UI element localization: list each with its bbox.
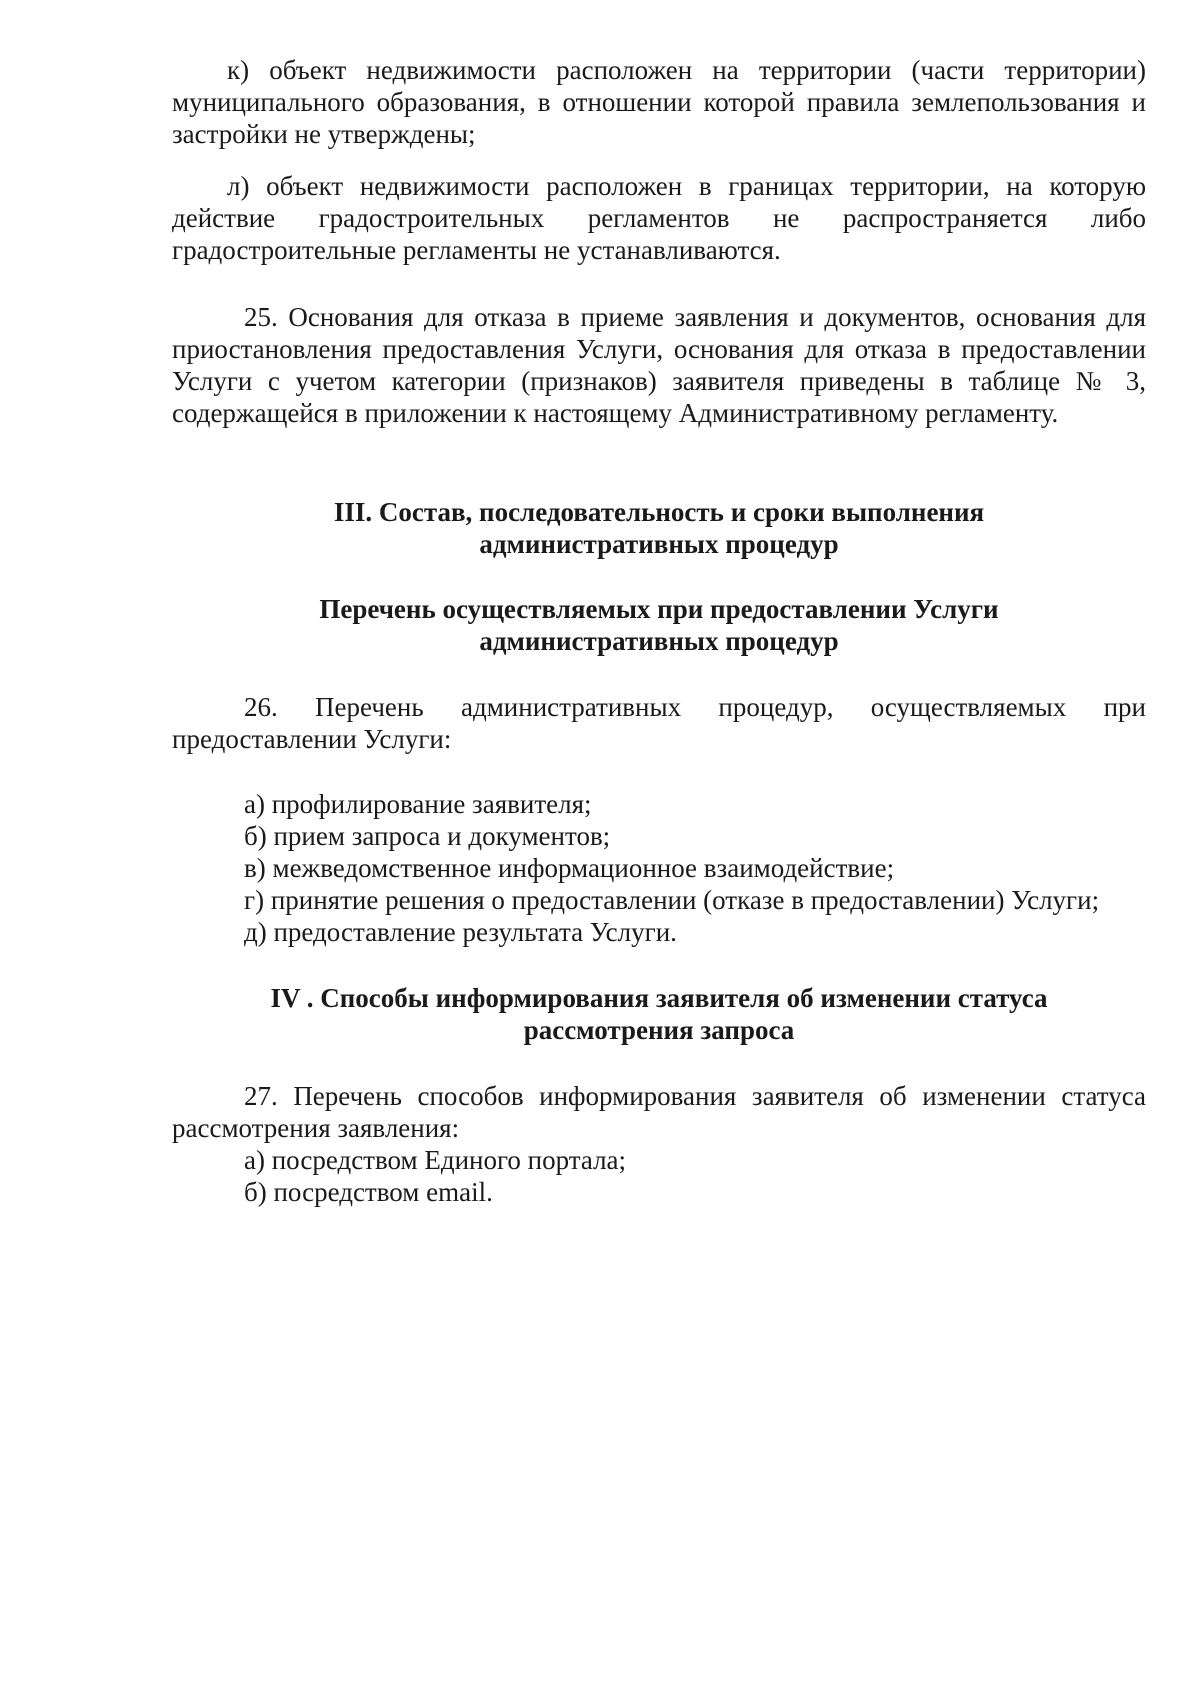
section-4-heading-line-2: рассмотрения запроса [523,1015,795,1045]
subsection-heading-line-2: административных процедур [479,626,839,656]
section-3-heading-line-2: административных процедур [479,529,839,559]
paragraph-l: л) объект недвижимости расположен в границах территории, на которую действие градостроительных регламентов не распространяется либо градостроительные регламенты не устанавливаются. [172,171,1146,265]
procedure-item: д) предоставление результата Услуги. [244,917,677,947]
paragraph-k: к) объект недвижимости расположен на территории (части территории) муниципального образования, в отношении которой правила землепользования и застройки не утверждены; [172,55,1146,149]
section-3-heading-line-1: III. Состав, последовательность и сроки выполнения [333,497,985,527]
method-item: а) посредством Единого портала; [244,1145,627,1175]
procedures-list [244,788,1164,948]
subsection-heading [172,593,1146,657]
subsection-heading-line-1: Перечень осуществляемых при предоставлении Услуги [319,594,999,624]
paragraph-26: 26. Перечень административных процедур, осуществляемых при предоставлении Услуги: [172,692,1146,754]
procedure-item: г) принятие решения о предоставлении (отказе в предоставлении) Услуги; [244,885,1100,915]
section-3-heading [172,496,1146,560]
section-4-heading-line-1: IV . Способы информирования заявителя об изменении статуса [270,983,1048,1013]
section-4-heading [172,982,1146,1046]
method-item: б) посредством email. [244,1177,493,1207]
paragraph-25: 25. Основания для отказа в приеме заявления и документов, основания для приостановления предоставления Услуги, основания для отказа в предоставлении Услуги с учетом категории (признаков) заявителя приведены в таблице № 3, содержащейся в приложении к настоящему Административному регламенту. [172,302,1146,428]
paragraph-27: 27. Перечень способов информирования заявителя об изменении статуса рассмотрения заявления: [172,1081,1146,1143]
procedure-item: а) профилирование заявителя; [244,789,592,819]
procedure-item: б) прием запроса и документов; [244,821,611,851]
methods-list [244,1144,1164,1208]
procedure-item: в) межведомственное информационное взаимодействие; [244,853,895,883]
